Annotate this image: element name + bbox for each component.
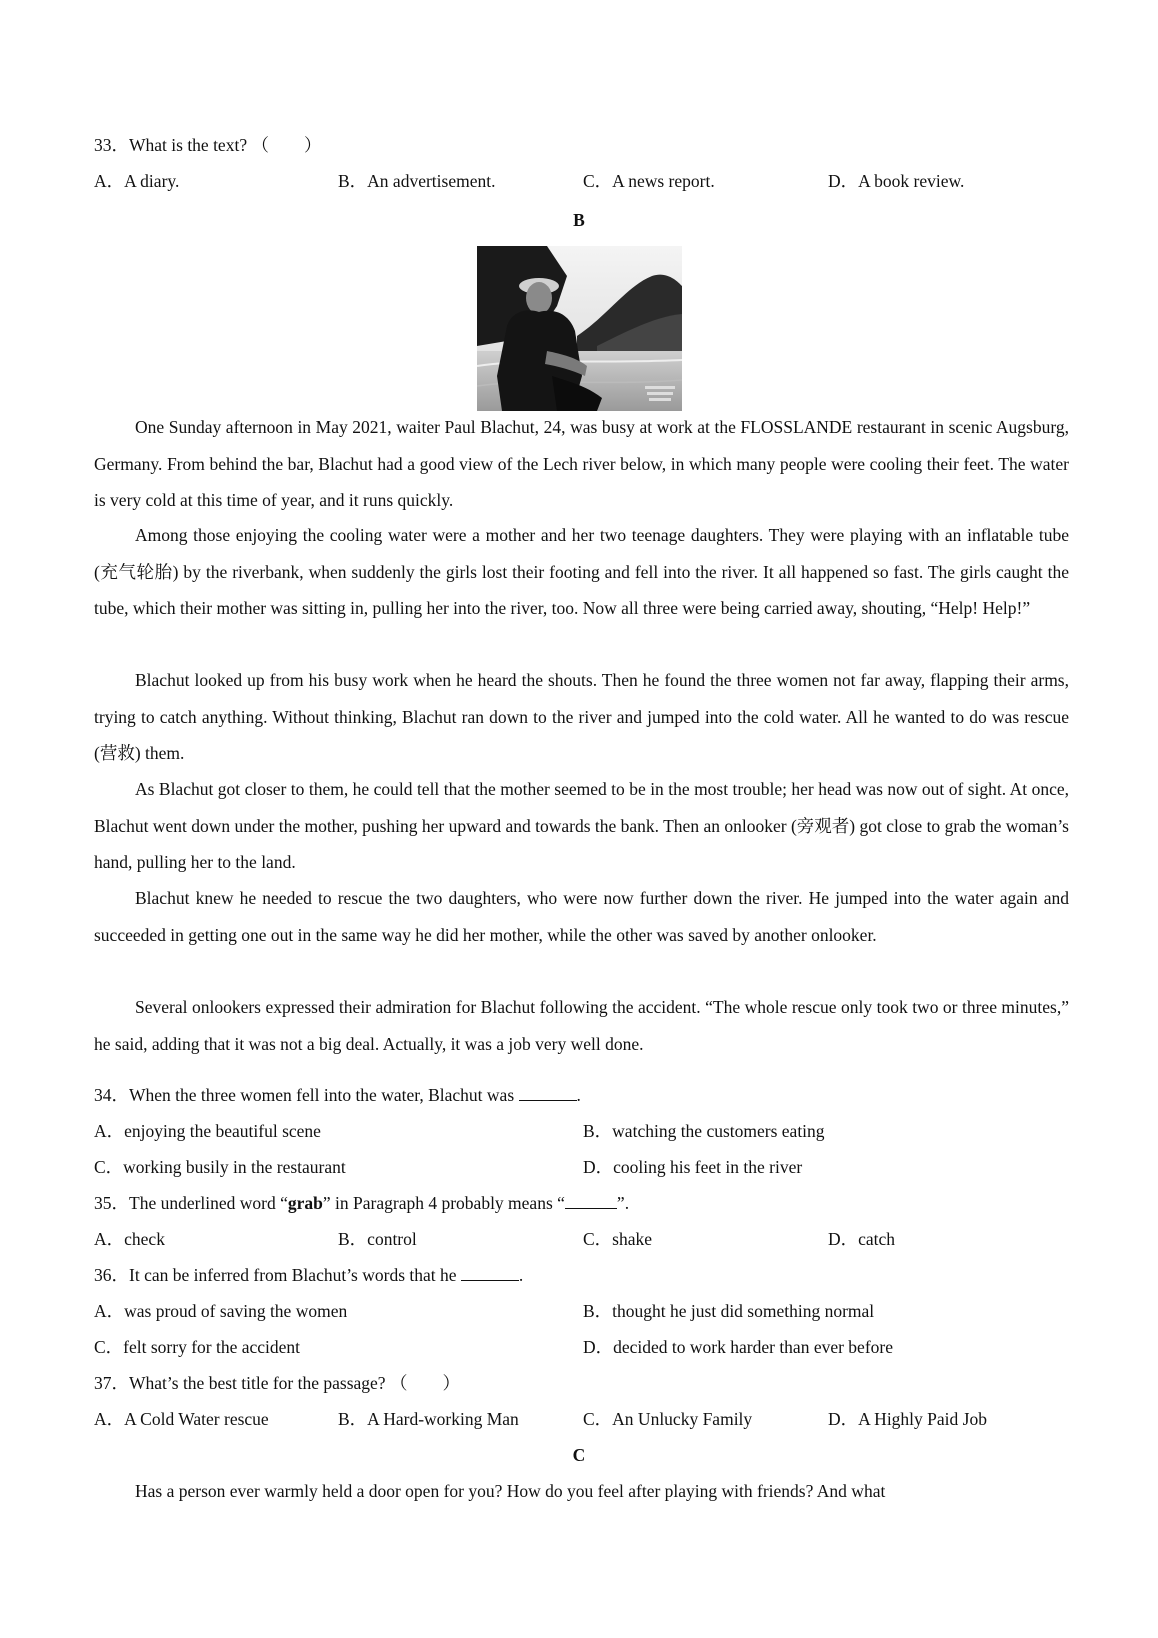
passage-b-paragraph-4: As Blachut got closer to them, he could tell that the mother seemed to be in the most trouble; her head was now out of sight. At once, Blachut went down under the mother, pushing her upward and towards the bank. Then an onlooker (旁观者) got close to grab the woman’s hand, pulling her to the land. (94, 779, 1069, 872)
passage-b-paragraph-1: One Sunday afternoon in May 2021, waiter Paul Blachut, 24, was busy at work at the FLOSSLANDE restaurant in scenic Augsburg, Germany. From behind the bar, Blachut had a good view of the Lech river below, in which many people were cooling their feet. The water is very cold at this time of year, and it runs quickly. (94, 417, 1069, 510)
passage-b-paragraph-2: Among those enjoying the cooling water were a mother and her two teenage daughters. They were playing with an inflatable tube (充气轮胎) by the riverbank, when suddenly the girls lost their footing and fell into the river. It all happened so fast. The girls caught the tube, which their mother was sitting in, pulling her into the river, too. Now all three were being carried away, shouting, “Help! Help!” (94, 525, 1069, 618)
q35-underlined-word: grab (287, 1193, 323, 1213)
q35-stem-end: ”. (616, 1193, 630, 1213)
question-35-stem (94, 1191, 629, 1215)
q36-option-c: C．felt sorry for the accident (94, 1337, 301, 1357)
q37-option-c: C．An Unlucky Family (583, 1409, 753, 1429)
q35-option-a: A．check (94, 1229, 165, 1249)
q34-answer-blank (519, 1086, 577, 1101)
q34-option-b: B．watching the customers eating (583, 1121, 825, 1141)
q37-option-d: D．A Highly Paid Job (828, 1409, 987, 1429)
passage-c-first-line: Has a person ever warmly held a door open for you? How do you feel after playing with friends? And what (135, 1481, 886, 1501)
q35-option-c: C．shake (583, 1229, 653, 1249)
q37-option-b: B．A Hard-working Man (338, 1409, 519, 1429)
passage-b-paragraph-5: Blachut knew he needed to rescue the two daughters, who were now further down the river. He jumped into the water again and succeeded in getting one out in the same way he did her mother, while the other was saved by another onlooker. (94, 888, 1069, 945)
question-37-stem: 37．What’s the best title for the passage? （ ） (94, 1373, 460, 1393)
q36-stem-end: . (518, 1265, 524, 1285)
q33-option-c: C．A news report. (583, 171, 715, 191)
q36-answer-blank (461, 1266, 519, 1281)
q33-option-b: B．An advertisement. (338, 171, 496, 191)
passage-b-paragraph-6: Several onlookers expressed their admiration for Blachut following the accident. “The whole rescue only took two or three minutes,” he said, adding that it was not a big deal. Actually, it was a job very well done. (94, 997, 1069, 1054)
question-36-stem (94, 1263, 523, 1287)
q37-option-a: A．A Cold Water rescue (94, 1409, 269, 1429)
question-33-stem: 33．What is the text? （ ） (94, 135, 322, 155)
q34-option-d: D．cooling his feet in the river (583, 1157, 803, 1177)
q36-option-b: B．thought he just did something normal (583, 1301, 875, 1321)
q34-stem-text: 34．When the three women fell into the water, Blachut was (94, 1085, 515, 1105)
q35-stem-middle: ” in Paragraph 4 probably means “ (322, 1193, 565, 1213)
q35-option-b: B．control (338, 1229, 417, 1249)
passage-b-paragraph-3: Blachut looked up from his busy work when he heard the shouts. Then he found the three women not far away, flapping their arms, trying to catch anything. Without thinking, Blachut ran down to the river and jumped into the cold water. All he wanted to do was rescue (营救) them. (94, 670, 1069, 763)
q33-option-d: D．A book review. (828, 171, 965, 191)
q35-stem-text: 35．The underlined word “ (94, 1193, 288, 1213)
section-b-heading: B (573, 210, 585, 230)
q34-option-c: C．working busily in the restaurant (94, 1157, 346, 1177)
q33-option-a: A．A diary. (94, 171, 180, 191)
q34-stem-end: . (576, 1085, 581, 1105)
section-c-heading: C (572, 1445, 586, 1465)
q35-answer-blank (565, 1194, 617, 1209)
passage-photo (477, 246, 682, 411)
q34-option-a: A．enjoying the beautiful scene (94, 1121, 321, 1141)
q36-stem-text: 36．It can be inferred from Blachut’s words that he (94, 1265, 457, 1285)
q36-option-a: A．was proud of saving the women (94, 1301, 348, 1321)
question-34-stem (94, 1083, 581, 1107)
q36-option-d: D．decided to work harder than ever before (583, 1337, 894, 1357)
q35-option-d: D．catch (828, 1229, 896, 1249)
